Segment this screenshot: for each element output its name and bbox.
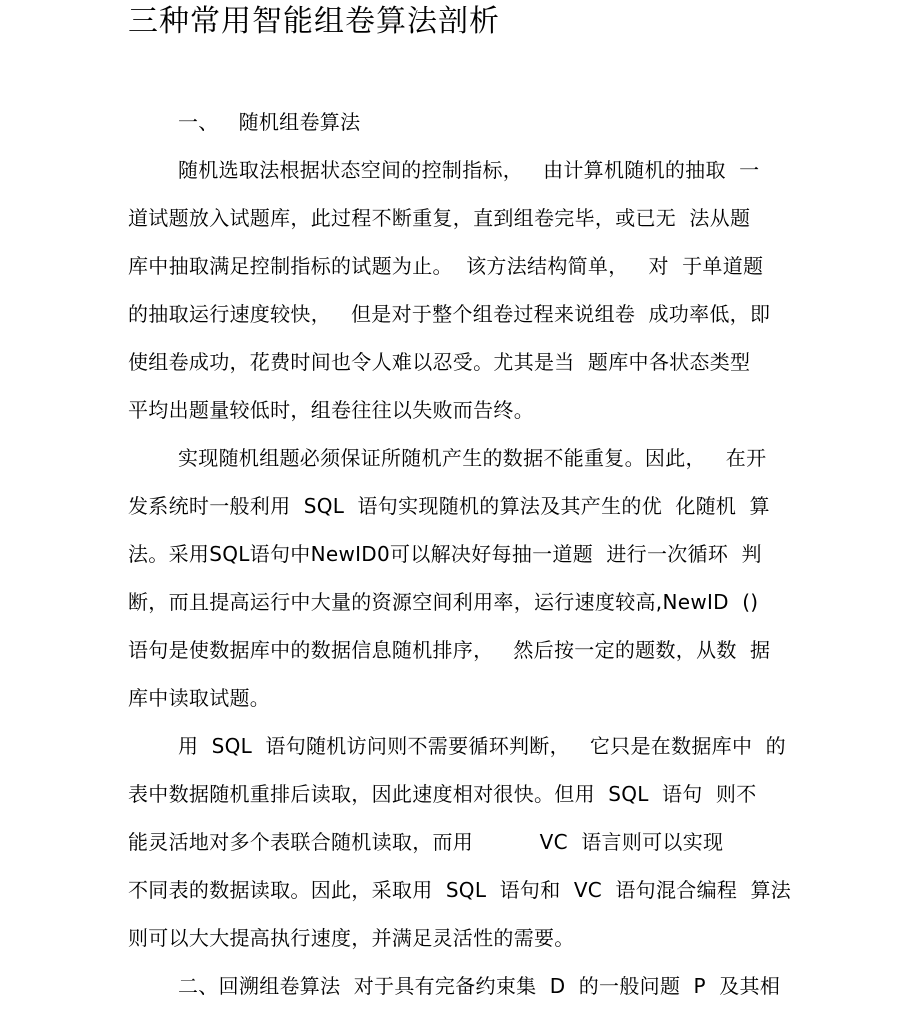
paragraph-line: 使组卷成功，花费时间也令人难以忍受。尤其是当 题库中各状态类型 [128,350,751,374]
paragraph-line: 随机选取法根据状态空间的控制指标， 由计算机随机的抽取 一 [178,158,760,182]
paragraph-line: 平均出题量较低时，组卷往往以失败而告终。 [128,398,534,422]
paragraph-line: 则可以大大提高执行速度，并满足灵活性的需要。 [128,926,575,950]
paragraph-line: 库中读取试题。 [128,686,271,710]
paragraph-line: 道试题放入试题库，此过程不断重复，直到组卷完毕，或已无 法从题 [128,206,751,230]
paragraph-line: 库中抽取满足控制指标的试题为止。 该方法结构简单， 对 于单道题 [128,254,764,278]
paragraph-line: 不同表的数据读取。因此，采取用 SQL 语句和 VC 语句混合编程 算法 [128,878,792,902]
paragraph-line: 表中数据随机重排后读取，因此速度相对很快。但用 SQL 语句 则不 [128,782,757,806]
paragraph-line: 的抽取运行速度较快， 但是对于整个组卷过程来说组卷 成功率低，即 [128,302,771,326]
document-title: 三种常用智能组卷算法剖析 [128,4,500,39]
paragraph-line: 语句是使数据库中的数据信息随机排序， 然后按一定的题数，从数 据 [128,638,771,662]
paragraph-line: 能灵活地对多个表联合随机读取，而用 VC 语言则可以实现 [128,830,724,854]
paragraph-line: 断，而且提高运行中大量的资源空间利用率，运行速度较高,NewID () [128,590,759,614]
paragraph-line: 法。采用SQL语句中NewID0可以解决好每抽一道题 进行一次循环 判 [128,542,762,566]
paragraph-line: 用 SQL 语句随机访问则不需要循环判断， 它只是在数据库中 的 [178,734,786,758]
paragraph-line: 发系统时一般利用 SQL 语句实现随机的算法及其产生的优 化随机 算 [128,494,770,518]
paragraph-line: 实现随机组题必须保证所随机产生的数据不能重复。因此， 在开 [178,446,767,470]
section-heading-backtracking: 二、回溯组卷算法 对于具有完备约束集 D 的一般问题 P 及其相 [178,974,781,998]
section-heading-random: 一、 随机组卷算法 [178,110,361,134]
